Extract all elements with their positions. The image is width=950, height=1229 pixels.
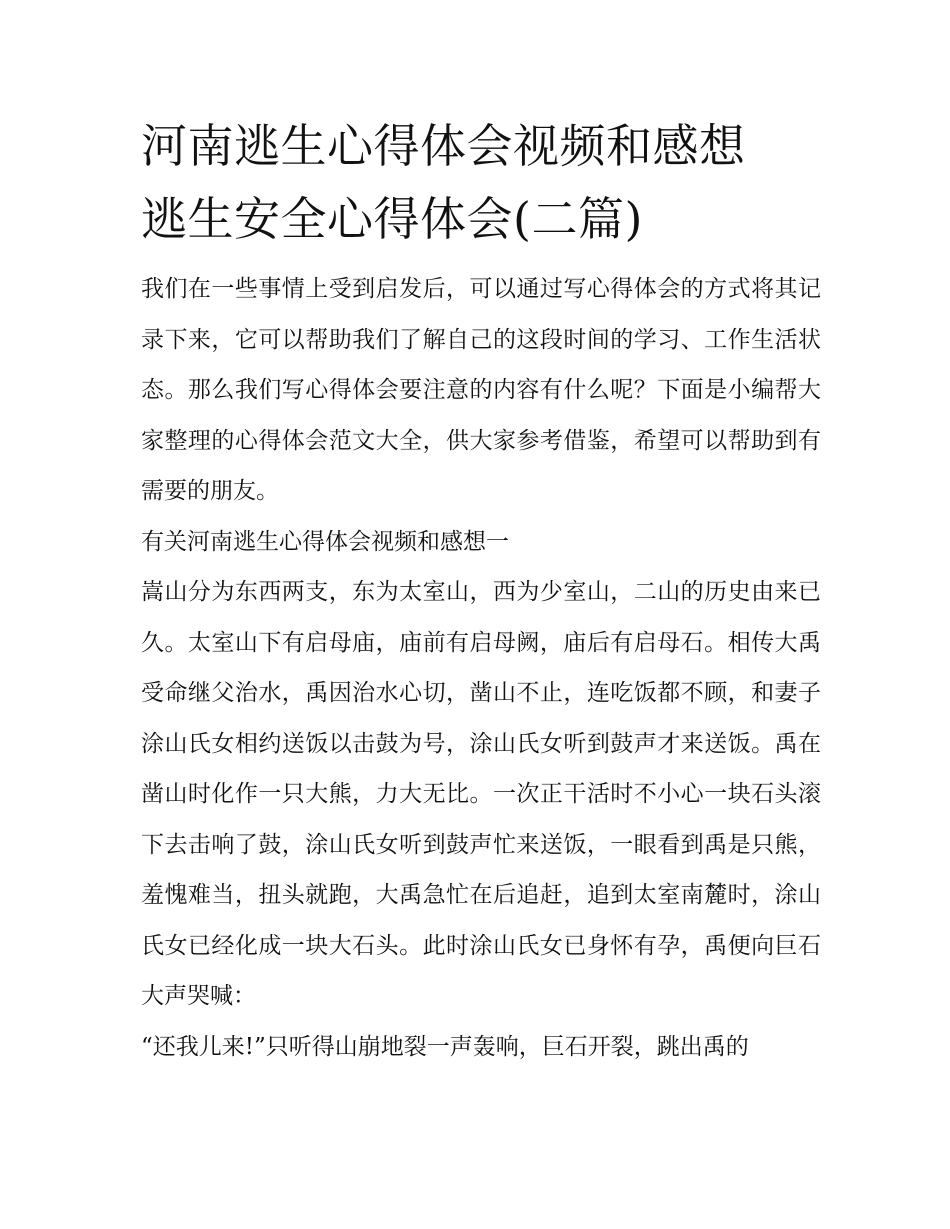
body-paragraph: 嵩山分为东西两支，东为太室山，西为少室山，二山的历史由来已久。太室山下有启母庙，庙前有启母阙，庙后有启母石。相传大禹受命继父治水，禹因治水心切，凿山不止，连吃饭都不顾，和妻子涂山氏女相约送饭以击鼓为号，涂山氏女听到鼓声才来送饭。禹在凿山时化作一只大熊，力大无比。一次正干活时不小心一块石头滚下去击响了鼓，涂山氏女听到鼓声忙来送饭，一眼看到禹是只熊，羞愧难当，扭头就跑，大禹急忙在后追赶，追到太室南麓时，涂山氏女已经化成一块大石头。此时涂山氏女已身怀有孕，禹便向巨石大声哭喊： — [141, 579, 821, 1009]
quote-paragraph: “还我儿来!”只听得山崩地裂一声轰响，巨石开裂，跳出禹的 — [141, 1033, 749, 1060]
title-line-1: 河南逃生心得体会视频和感想 — [141, 119, 746, 173]
document-page — [141, 110, 821, 1072]
title-line-2: 逃生安全心得体会(二篇) — [141, 192, 643, 246]
intro-paragraph: 我们在一些事情上受到启发后，可以通过写心得体会的方式将其记录下来，它可以帮助我们了解自己的这段时间的学习、工作生活状态。那么我们写心得体会要注意的内容有什么呢？下面是小编帮大家整理的心得体会范文大全，供大家参考借鉴，希望可以帮助到有需要的朋友。 — [141, 276, 821, 504]
section-heading: 有关河南逃生心得体会视频和感想一 — [141, 528, 509, 555]
document-title — [141, 110, 821, 256]
